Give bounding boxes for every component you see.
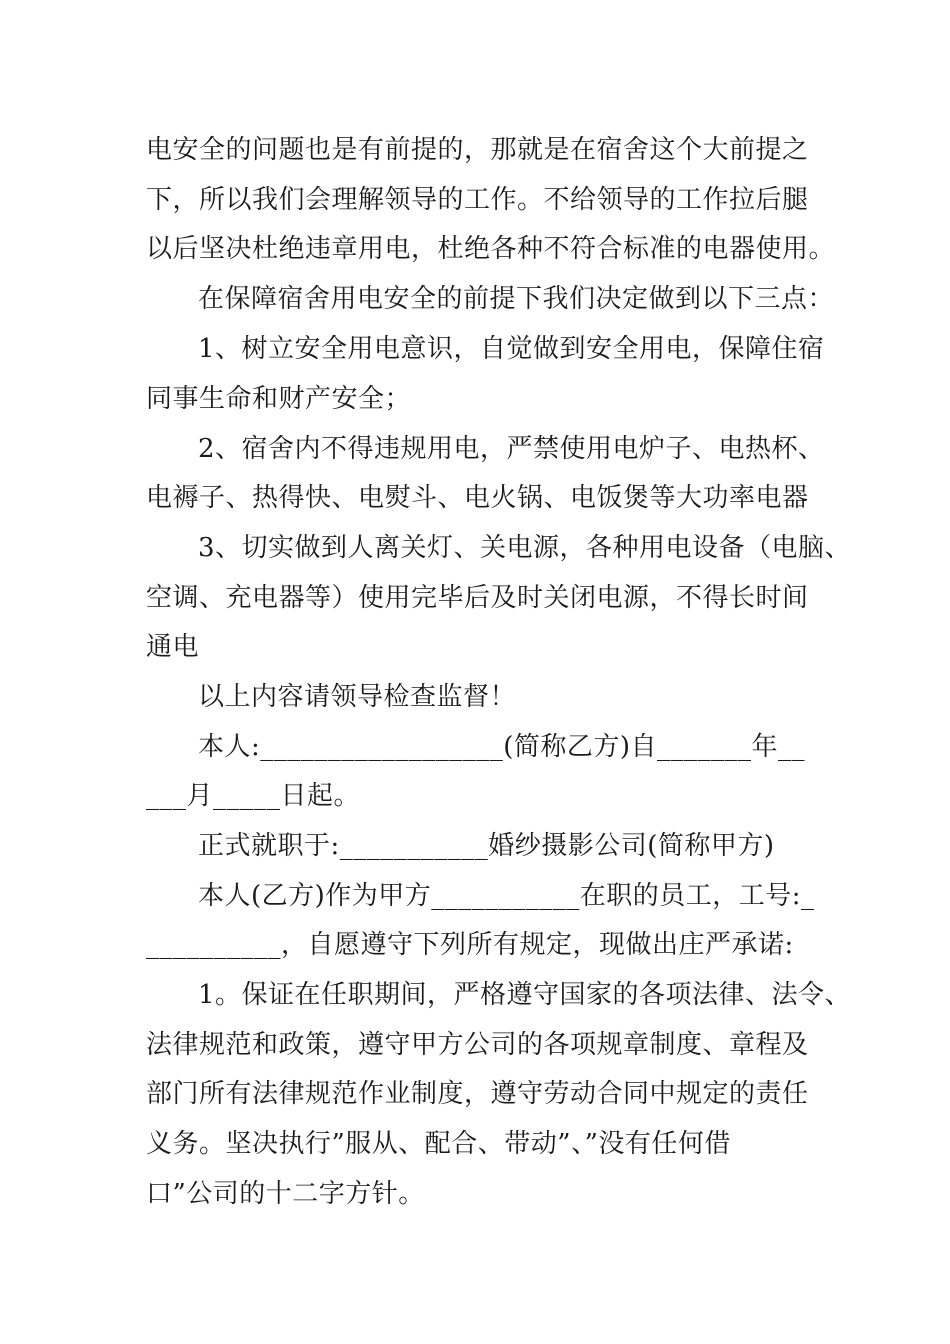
form-line: 本人(乙方)作为甲方___________在职的员工，工号:_ [198,881,815,911]
text-line: 2、宿舍内不得违规用电，严禁使用电炉子、电热杯、 [198,434,825,464]
text-line: 法律规范和政策，遵守甲方公司的各项规章制度、章程及 [146,1030,809,1060]
text-line: 电安全的问题也是有前提的，那就是在宿舍这个大前提之 [146,135,809,165]
text-line: 空调、充电器等）使用完毕后及时关闭电源，不得长时间 [146,583,809,613]
text-line: 部门所有法律规范作业制度，遵守劳动合同中规定的责任 [146,1079,809,1109]
text-line: 在保障宿舍用电安全的前提下我们决定做到以下三点： [198,284,835,314]
text-line: 3、切实做到人离关灯、关电源，各种用电设备（电脑、 [198,533,852,563]
text-line: 以后坚决杜绝违章用电，杜绝各种不符合标准的电器使用。 [146,234,836,264]
form-line: __________，自愿遵守下列所有规定，现做出庄严承诺: [146,930,794,960]
text-line: 1。保证在任职期间，严格遵守国家的各项法律、法令、 [198,980,852,1010]
text-line: 下，所以我们会理解领导的工作。不给领导的工作拉后腿 [146,185,809,215]
text-line: 口”公司的十二字方针。 [146,1179,425,1209]
form-line: 正式就职于:___________婚纱摄影公司(简称甲方) [198,831,775,861]
text-line: 同事生命和财产安全； [146,384,412,414]
text-line: 以上内容请领导检查监督！ [198,682,517,712]
text-line: 通电 [146,632,200,662]
text-line: 义务。坚决执行”服从、配合、带动”、”没有任何借 [146,1129,731,1159]
form-line: 本人:__________________(简称乙方)自_______年__ [198,732,806,762]
text-line: 1、树立安全用电意识，自觉做到安全用电，保障住宿 [198,334,825,364]
text-line: 电褥子、热得快、电熨斗、电火锅、电饭煲等大功率电器 [146,483,809,513]
form-line: ___月_____日起。 [146,781,361,811]
